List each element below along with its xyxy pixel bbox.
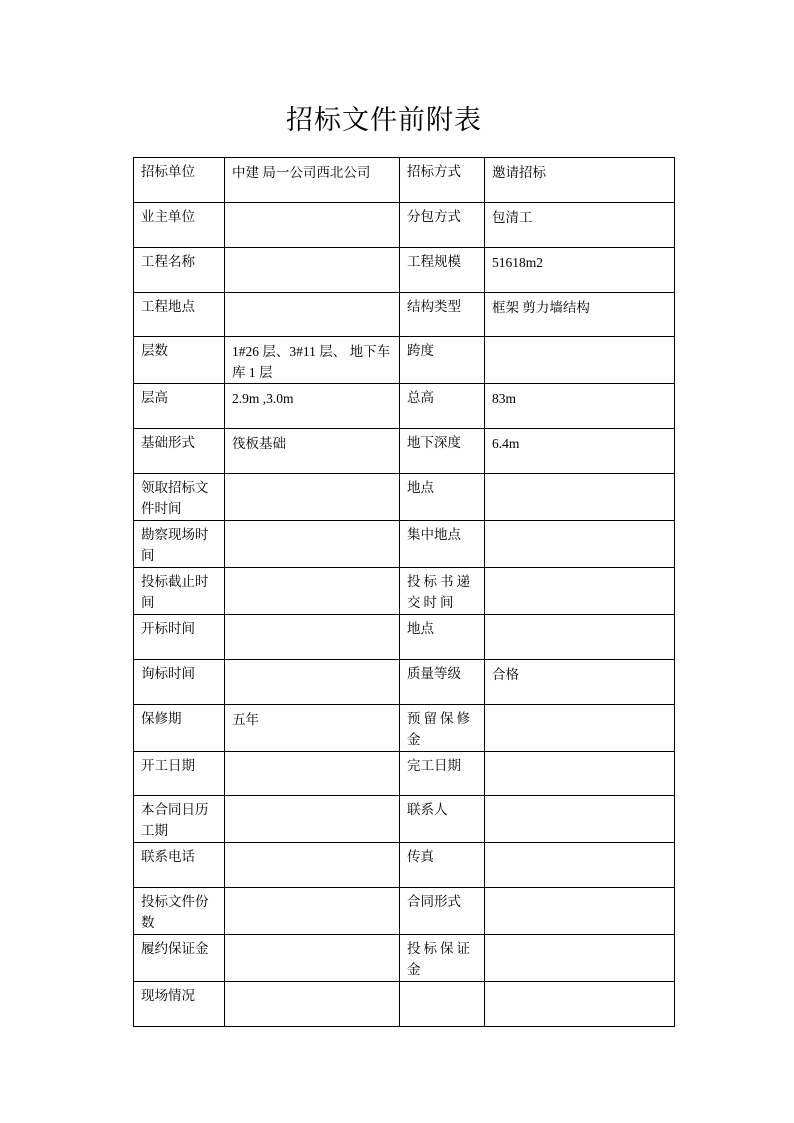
bid-info-table [133,157,675,1027]
field-value [485,843,675,888]
field-value [225,473,400,520]
field-label: 总高 [400,384,485,429]
table-row [134,982,675,1027]
field-label: 本合同日历工期 [134,796,225,843]
field-value [225,796,400,843]
field-value: 51618m2 [485,247,675,292]
field-label: 层数 [134,337,225,384]
field-label: 询标时间 [134,659,225,704]
table-row [134,429,675,474]
field-value [225,567,400,614]
field-label: 招标单位 [134,158,225,203]
field-value [225,659,400,704]
field-label: 履约保证金 [134,935,225,982]
field-label: 勘察现场时间 [134,520,225,567]
table-row [134,384,675,429]
field-value: 邀请招标 [485,158,675,203]
field-value [485,704,675,751]
field-label: 现场情况 [134,982,225,1027]
field-label: 传真 [400,843,485,888]
field-value [485,567,675,614]
field-label: 完工日期 [400,751,485,796]
field-label: 结构类型 [400,292,485,337]
field-value: 83m [485,384,675,429]
field-label: 领取招标文件时间 [134,473,225,520]
field-label: 招标方式 [400,158,485,203]
field-label: 保修期 [134,704,225,751]
table-row [134,704,675,751]
field-value [225,203,400,248]
table-row [134,935,675,982]
field-value [485,337,675,384]
field-value: 筏板基础 [225,429,400,474]
table-row [134,751,675,796]
field-label: 基础形式 [134,429,225,474]
table-row [134,888,675,935]
field-value: 6.4m [485,429,675,474]
field-label [400,982,485,1027]
field-value [225,751,400,796]
table-row [134,203,675,248]
table-row [134,659,675,704]
field-label: 分包方式 [400,203,485,248]
field-value [225,520,400,567]
field-value [225,614,400,659]
field-value [485,982,675,1027]
field-label: 工程地点 [134,292,225,337]
field-label: 开标时间 [134,614,225,659]
field-value [225,982,400,1027]
field-label: 工程名称 [134,247,225,292]
field-label: 合同形式 [400,888,485,935]
field-label: 地下深度 [400,429,485,474]
field-label: 开工日期 [134,751,225,796]
field-label: 投标截止时间 [134,567,225,614]
field-value [225,247,400,292]
field-label: 投标书递交时间 [400,567,485,614]
field-value: 五年 [225,704,400,751]
field-value: 框架 剪力墙结构 [485,292,675,337]
field-label: 地点 [400,473,485,520]
field-label: 投标保证金 [400,935,485,982]
table-row [134,520,675,567]
field-label: 工程规模 [400,247,485,292]
field-value: 1#26 层、3#11 层、 地下车库 1 层 [225,337,400,384]
table-row [134,796,675,843]
field-label: 联系电话 [134,843,225,888]
table-row [134,473,675,520]
field-value [485,751,675,796]
field-value [225,843,400,888]
field-value: 包清工 [485,203,675,248]
field-label: 地点 [400,614,485,659]
field-label: 投标文件份数 [134,888,225,935]
table-row [134,337,675,384]
table-row [134,247,675,292]
field-label: 跨度 [400,337,485,384]
field-value [485,888,675,935]
field-value: 合格 [485,659,675,704]
field-label: 质量等级 [400,659,485,704]
table-row [134,567,675,614]
field-value [485,473,675,520]
field-value [485,520,675,567]
field-value [225,888,400,935]
field-label: 预留保修金 [400,704,485,751]
table-row [134,292,675,337]
field-value [485,796,675,843]
field-value: 中建 局一公司西北公司 [225,158,400,203]
field-label: 业主单位 [134,203,225,248]
field-label: 联系人 [400,796,485,843]
field-value [225,292,400,337]
table-row [134,614,675,659]
field-value [485,935,675,982]
field-value [225,935,400,982]
field-label: 层高 [134,384,225,429]
page-title: 招标文件前附表 [286,105,482,136]
field-value [485,614,675,659]
table-row [134,158,675,203]
table-row [134,843,675,888]
field-value: 2.9m ,3.0m [225,384,400,429]
field-label: 集中地点 [400,520,485,567]
